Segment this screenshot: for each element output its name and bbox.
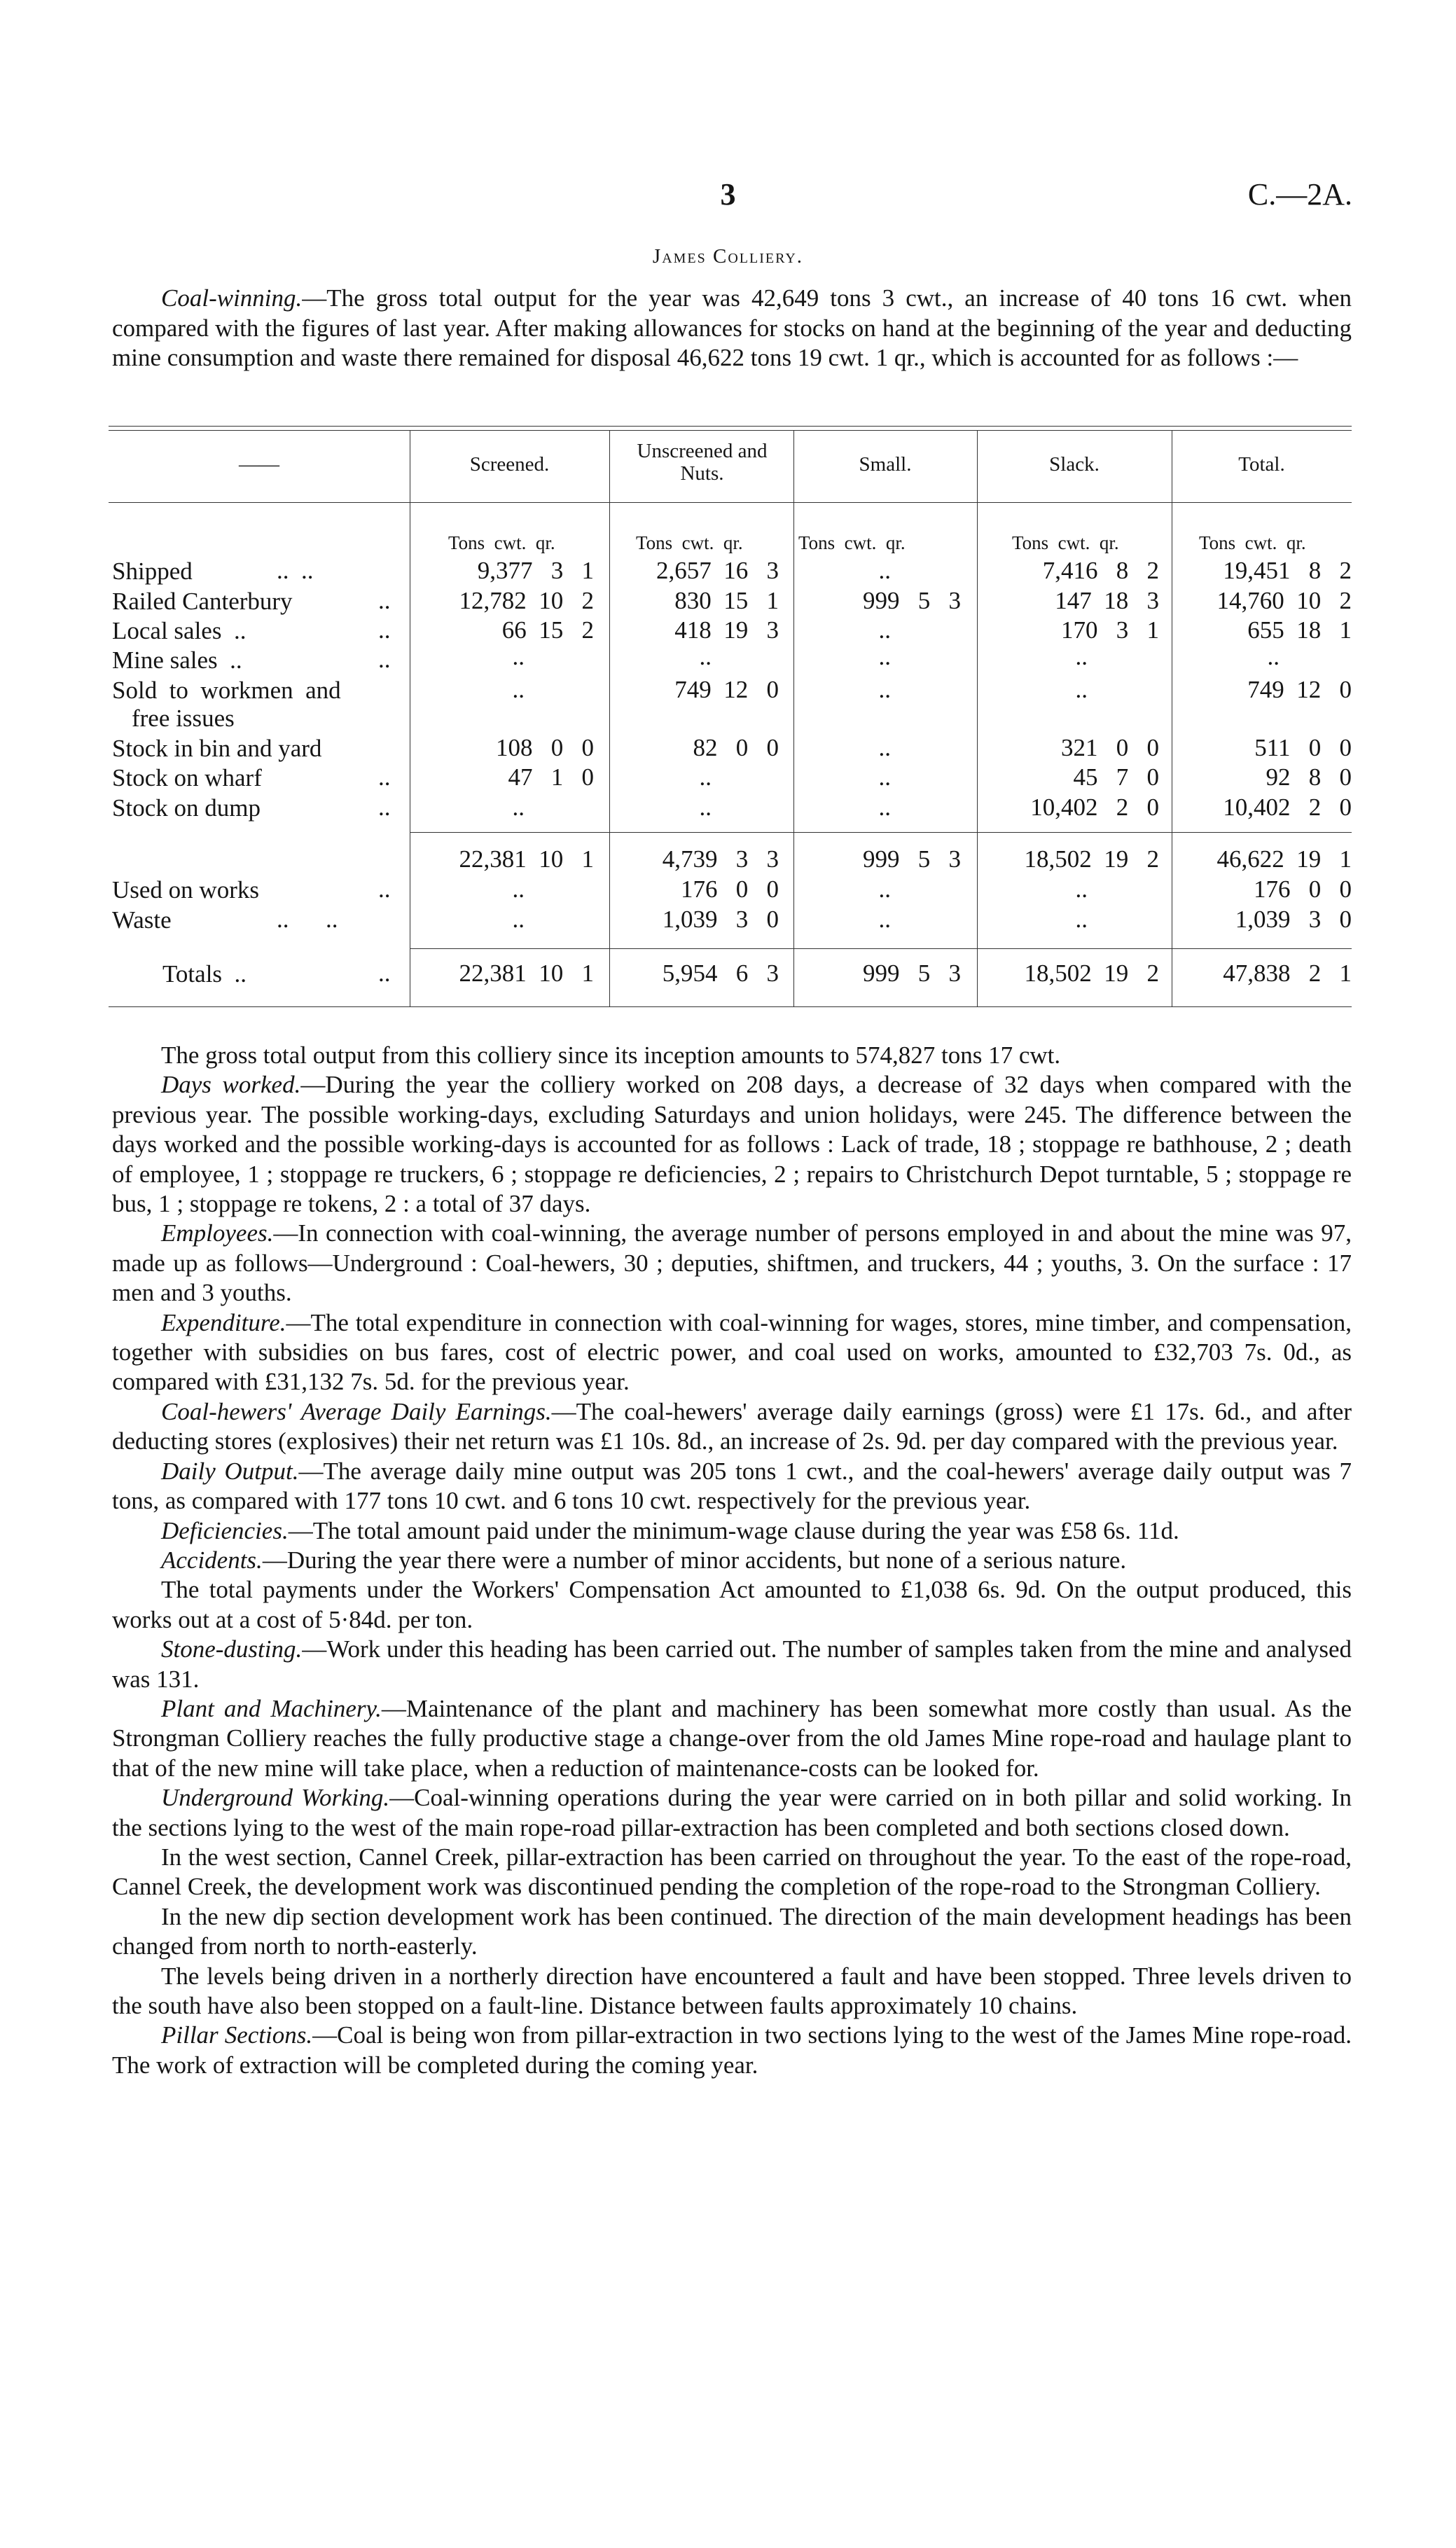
table-cell: .. bbox=[512, 875, 525, 903]
table-cell: 749 12 0 bbox=[1247, 676, 1352, 703]
units-label: Tons cwt. qr. bbox=[798, 532, 906, 553]
table-cell: 9,377 3 1 bbox=[477, 557, 594, 584]
units-label: Tons cwt. qr. bbox=[636, 532, 743, 553]
col-header-total: Total. bbox=[1238, 453, 1285, 476]
paragraph bbox=[112, 1962, 1352, 2021]
row-dots: .. bbox=[378, 960, 391, 987]
table-cell: .. bbox=[512, 643, 525, 670]
subtotal-cell: 18,502 19 2 bbox=[1024, 845, 1159, 873]
paragraph bbox=[112, 1694, 1352, 1783]
paragraph bbox=[112, 2021, 1352, 2080]
table-cell: .. bbox=[878, 906, 891, 933]
row-dots: .. bbox=[378, 763, 391, 791]
table-cell: .. bbox=[1075, 906, 1088, 933]
paragraph-text: —The total expenditure in connection with coal-winning for wages, stores, mine timber, and compensation, together with subsidies on bus fares, cost of electric power, and coal used on works, amounted to £32,703 7s. 0d., as compared with £31,132 7s. 5d. for the previous year. bbox=[112, 1308, 1352, 1396]
row-dots: .. bbox=[378, 646, 391, 673]
paragraph bbox=[112, 1308, 1352, 1397]
col-divider bbox=[609, 430, 610, 1006]
paragraph-text: —Work under this heading has been carried out. The number of samples taken from the mine and analysed was 131. bbox=[112, 1635, 1352, 1693]
intro-paragraph bbox=[112, 284, 1352, 373]
paragraph-heading: Employees. bbox=[161, 1219, 274, 1247]
row-label-continued: free issues bbox=[132, 705, 235, 732]
paragraph bbox=[112, 1516, 1352, 1546]
table-cell: 45 7 0 bbox=[1073, 763, 1159, 791]
subtotal-cell: 999 5 3 bbox=[863, 845, 961, 873]
totals-cell: 22,381 10 1 bbox=[459, 960, 594, 987]
table-cell: .. bbox=[1267, 643, 1280, 670]
table-cell: 2,657 16 3 bbox=[656, 557, 779, 584]
table-cell: 92 8 0 bbox=[1266, 763, 1352, 791]
table-cell: 176 0 0 bbox=[681, 875, 779, 903]
paragraph-heading: Stone-dusting. bbox=[161, 1635, 303, 1663]
table-cell: 511 0 0 bbox=[1254, 734, 1352, 761]
totals-label: Totals .. bbox=[162, 960, 247, 988]
section-title: James Colliery. bbox=[652, 245, 804, 268]
intro-text: —The gross total output for the year was 42,649 tons 3 cwt., an increase of 40 tons 16 cwt. when compared with the figures of last year. After making allowances for stocks on hand at the beginning of the year and deducting mine consumption and waste there remained for disposal 46,622 tons 19 cwt. 1 qr., which is accounted for as follows :— bbox=[112, 284, 1352, 371]
table-cell: 66 15 2 bbox=[501, 616, 594, 644]
paragraph bbox=[112, 1783, 1352, 1843]
paragraph-text: —The coal-hewers' average daily earnings (gross) were £1 17s. 6d., and after deducting stores (explosives) their net return was £1 10s. 8d., an increase of 2s. 9d. per day compared with the previous year. bbox=[112, 1397, 1352, 1455]
paragraph-text: —Coal-winning operations during the year were carried on in both pillar and solid working. In the sections lying to the west of the main rope-road pillar-extraction has been completed and both sections closed down. bbox=[112, 1784, 1352, 1841]
paragraph-text: —Coal is being won from pillar-extraction in two sections lying to the west of the James Mine rope-road. The work of extraction will be completed during the coming year. bbox=[112, 2021, 1352, 2079]
table-top-rule-2 bbox=[109, 430, 1352, 431]
table-cell: .. bbox=[1075, 676, 1088, 703]
row-label: Stock on dump bbox=[112, 794, 261, 822]
units-label: Tons cwt. qr. bbox=[1199, 532, 1306, 553]
table-cell: 47 1 0 bbox=[508, 763, 594, 791]
row-label: Waste bbox=[112, 906, 172, 934]
table-cell: .. bbox=[878, 763, 891, 791]
document-reference: C.—2A. bbox=[1247, 177, 1352, 212]
row-label: Used on works bbox=[112, 876, 259, 903]
table-cell: .. bbox=[878, 875, 891, 903]
paragraph-text: —The total amount paid under the minimum-wage clause during the year was £58 6s. 11d. bbox=[288, 1516, 1179, 1544]
table-cell: 176 0 0 bbox=[1254, 875, 1352, 903]
row-label: Sold to workmen and bbox=[112, 677, 341, 704]
subtotal-cell: 46,622 19 1 bbox=[1216, 845, 1352, 873]
subtotal-cell: 22,381 10 1 bbox=[459, 845, 594, 873]
table-cell: .. bbox=[1075, 643, 1088, 670]
table-cell: .. bbox=[878, 734, 891, 761]
table-cell: .. bbox=[878, 643, 891, 670]
report-body bbox=[112, 1041, 1352, 2080]
paragraph-heading: Expenditure. bbox=[161, 1308, 286, 1336]
row-dots: .. .. bbox=[277, 557, 314, 584]
paragraph bbox=[112, 1843, 1352, 1902]
row-label: Railed Canterbury bbox=[112, 588, 293, 615]
intro-heading: Coal-winning. bbox=[161, 284, 303, 312]
units-label: Tons cwt. qr. bbox=[448, 532, 555, 553]
paragraph-heading: Days worked. bbox=[161, 1071, 301, 1099]
totals-cell: 18,502 19 2 bbox=[1024, 960, 1159, 987]
table-cell: 749 12 0 bbox=[674, 676, 779, 703]
page-number: 3 bbox=[720, 177, 736, 212]
paragraph-text: In the new dip section development work has been continued. The direction of the main development headings has been changed from north to north-easterly. bbox=[112, 1902, 1352, 1960]
row-label: Local sales .. bbox=[112, 617, 247, 644]
subtotal-cell: 4,739 3 3 bbox=[662, 845, 779, 873]
table-cell: .. bbox=[878, 676, 891, 703]
paragraph-text: —In connection with coal-winning, the average number of persons employed in and about the mine was 97, made up as follows—Underground : Coal-hewers, 30 ; deputies, shiftmen, and truckers, 44 ; youths, 3. On the surface : 17 men and 3 youths. bbox=[112, 1219, 1352, 1307]
row-dots: .. bbox=[378, 616, 391, 644]
table-cell: 1,039 3 0 bbox=[1235, 906, 1352, 933]
totals-rule bbox=[410, 948, 1352, 949]
paragraph bbox=[112, 1041, 1352, 1070]
table-cell: .. bbox=[699, 763, 712, 791]
table-cell: 10,402 2 0 bbox=[1030, 794, 1159, 821]
paragraph-heading: Pillar Sections. bbox=[161, 2021, 313, 2049]
col-divider bbox=[793, 430, 794, 1006]
table-cell: .. bbox=[1075, 875, 1088, 903]
paragraph-text: The total payments under the Workers' Compensation Act amounted to £1,038 6s. 9d. On the output produced, this works out at a cost of 5·84d. per ton. bbox=[112, 1576, 1352, 1633]
table-cell: 321 0 0 bbox=[1061, 734, 1159, 761]
table-cell: 1,039 3 0 bbox=[662, 906, 779, 933]
table-cell: .. bbox=[878, 794, 891, 821]
row-dots: .. bbox=[378, 587, 391, 614]
paragraph bbox=[112, 1546, 1352, 1575]
paragraph-text: The gross total output from this colliery since its inception amounts to 574,827 tons 17 cwt. bbox=[161, 1041, 1061, 1069]
table-cell: .. bbox=[699, 794, 712, 821]
paragraph-heading: Coal-hewers' Average Daily Earnings. bbox=[161, 1397, 552, 1425]
paragraph-heading: Daily Output. bbox=[161, 1457, 299, 1485]
table-cell: .. bbox=[878, 616, 891, 644]
paragraph bbox=[112, 1070, 1352, 1219]
totals-cell: 47,838 2 1 bbox=[1223, 960, 1352, 987]
totals-cell: 5,954 6 3 bbox=[662, 960, 779, 987]
paragraph-text: In the west section, Cannel Creek, pillar-extraction has been carried on throughout the year. To the east of the rope-road, Cannel Creek, the development work was discontinued pending the completion of the rope-road to the Strongman Colliery. bbox=[112, 1843, 1352, 1901]
paragraph-heading: Accidents. bbox=[161, 1546, 263, 1574]
paragraph bbox=[112, 1902, 1352, 1962]
table-bottom-rule bbox=[109, 1006, 1352, 1007]
table-cell: 19,451 8 2 bbox=[1223, 557, 1352, 584]
table-header-rule bbox=[109, 502, 1352, 503]
table-cell: 10,402 2 0 bbox=[1223, 794, 1352, 821]
table-top-rule bbox=[109, 426, 1352, 427]
paragraph bbox=[112, 1397, 1352, 1457]
paragraph bbox=[112, 1575, 1352, 1635]
table-cell: 108 0 0 bbox=[496, 734, 594, 761]
table-cell: 999 5 3 bbox=[863, 587, 961, 614]
col-header-screened: Screened. bbox=[469, 453, 550, 476]
table-cell: .. bbox=[512, 794, 525, 821]
units-label: Tons cwt. qr. bbox=[1012, 532, 1119, 553]
paragraph-text: —The average daily mine output was 205 tons 1 cwt., and the coal-hewers' average daily output was 7 tons, as compared with 177 tons 10 cwt. and 6 tons 10 cwt. respectively for the previous year. bbox=[112, 1457, 1352, 1515]
row-label: Mine sales .. bbox=[112, 646, 242, 674]
table-cell: 655 18 1 bbox=[1247, 616, 1352, 644]
table-cell: 14,760 10 2 bbox=[1216, 587, 1352, 614]
row-label: Stock in bin and yard bbox=[112, 735, 322, 762]
table-cell: 830 15 1 bbox=[674, 587, 779, 614]
row-dots: .. .. bbox=[277, 906, 338, 933]
table-cell: .. bbox=[512, 906, 525, 933]
row-label: Shipped bbox=[112, 558, 193, 585]
table-cell: 82 0 0 bbox=[693, 734, 779, 761]
table-cell: 170 3 1 bbox=[1061, 616, 1159, 644]
table-cell: 7,416 8 2 bbox=[1042, 557, 1159, 584]
paragraph-text: —During the year there were a number of minor accidents, but none of a serious nature. bbox=[262, 1546, 1127, 1574]
paragraph bbox=[112, 1219, 1352, 1308]
subtotal-rule bbox=[410, 832, 1352, 833]
paragraph-text: The levels being driven in a northerly direction have encountered a fault and have been stopped. Three levels driven to the south have also been stopped on a fault-line. Distance between faults approximately 10 chains. bbox=[112, 1962, 1352, 2019]
table-cell: .. bbox=[512, 676, 525, 703]
row-dots: .. bbox=[378, 794, 391, 821]
col-header-unscreened: Unscreened and Nuts. bbox=[637, 440, 768, 485]
paragraph-text: —During the year the colliery worked on 208 days, a decrease of 32 days when compared with the previous year. The possible working-days, excluding Saturdays and union holidays, were 245. The difference between the days worked and the possible working-days is accounted for as follows : Lack of trade, 18 ; stoppage re bathhouse, 2 ; death of employee, 1 ; stoppage re truckers, 6 ; stoppage re deficiencies, 2 ; repairs to Christchurch Depot turntable, 5 ; stoppage re bus, 1 ; stoppage re tokens, 2 : a total of 37 days. bbox=[112, 1071, 1352, 1218]
paragraph-heading: Underground Working. bbox=[161, 1784, 390, 1812]
paragraph-heading: Plant and Machinery. bbox=[161, 1694, 382, 1722]
row-label: Stock on wharf bbox=[112, 764, 262, 791]
paragraph bbox=[112, 1457, 1352, 1516]
paragraph-heading: Deficiencies. bbox=[161, 1516, 289, 1544]
paragraph-text: —Maintenance of the plant and machinery has been somewhat more costly than usual. As the Strongman Colliery reaches the fully productive stage a change-over from the old James Mine rope-road and haulage plant to that of the new mine will take place, when a reduction of maintenance-costs can be looked for. bbox=[112, 1694, 1352, 1782]
table-cell: 12,782 10 2 bbox=[459, 587, 594, 614]
table-cell: .. bbox=[699, 643, 712, 670]
totals-cell: 999 5 3 bbox=[863, 960, 961, 987]
paragraph bbox=[112, 1635, 1352, 1694]
col-header-small: Small. bbox=[859, 453, 912, 476]
col-divider bbox=[977, 430, 978, 1006]
table-cell: 147 18 3 bbox=[1055, 587, 1159, 614]
row-dots: .. bbox=[378, 875, 391, 903]
col-header-slack: Slack. bbox=[1049, 453, 1100, 476]
table-cell: .. bbox=[878, 557, 891, 584]
col-header-blank: —— bbox=[239, 453, 279, 476]
table-cell: 418 19 3 bbox=[674, 616, 779, 644]
